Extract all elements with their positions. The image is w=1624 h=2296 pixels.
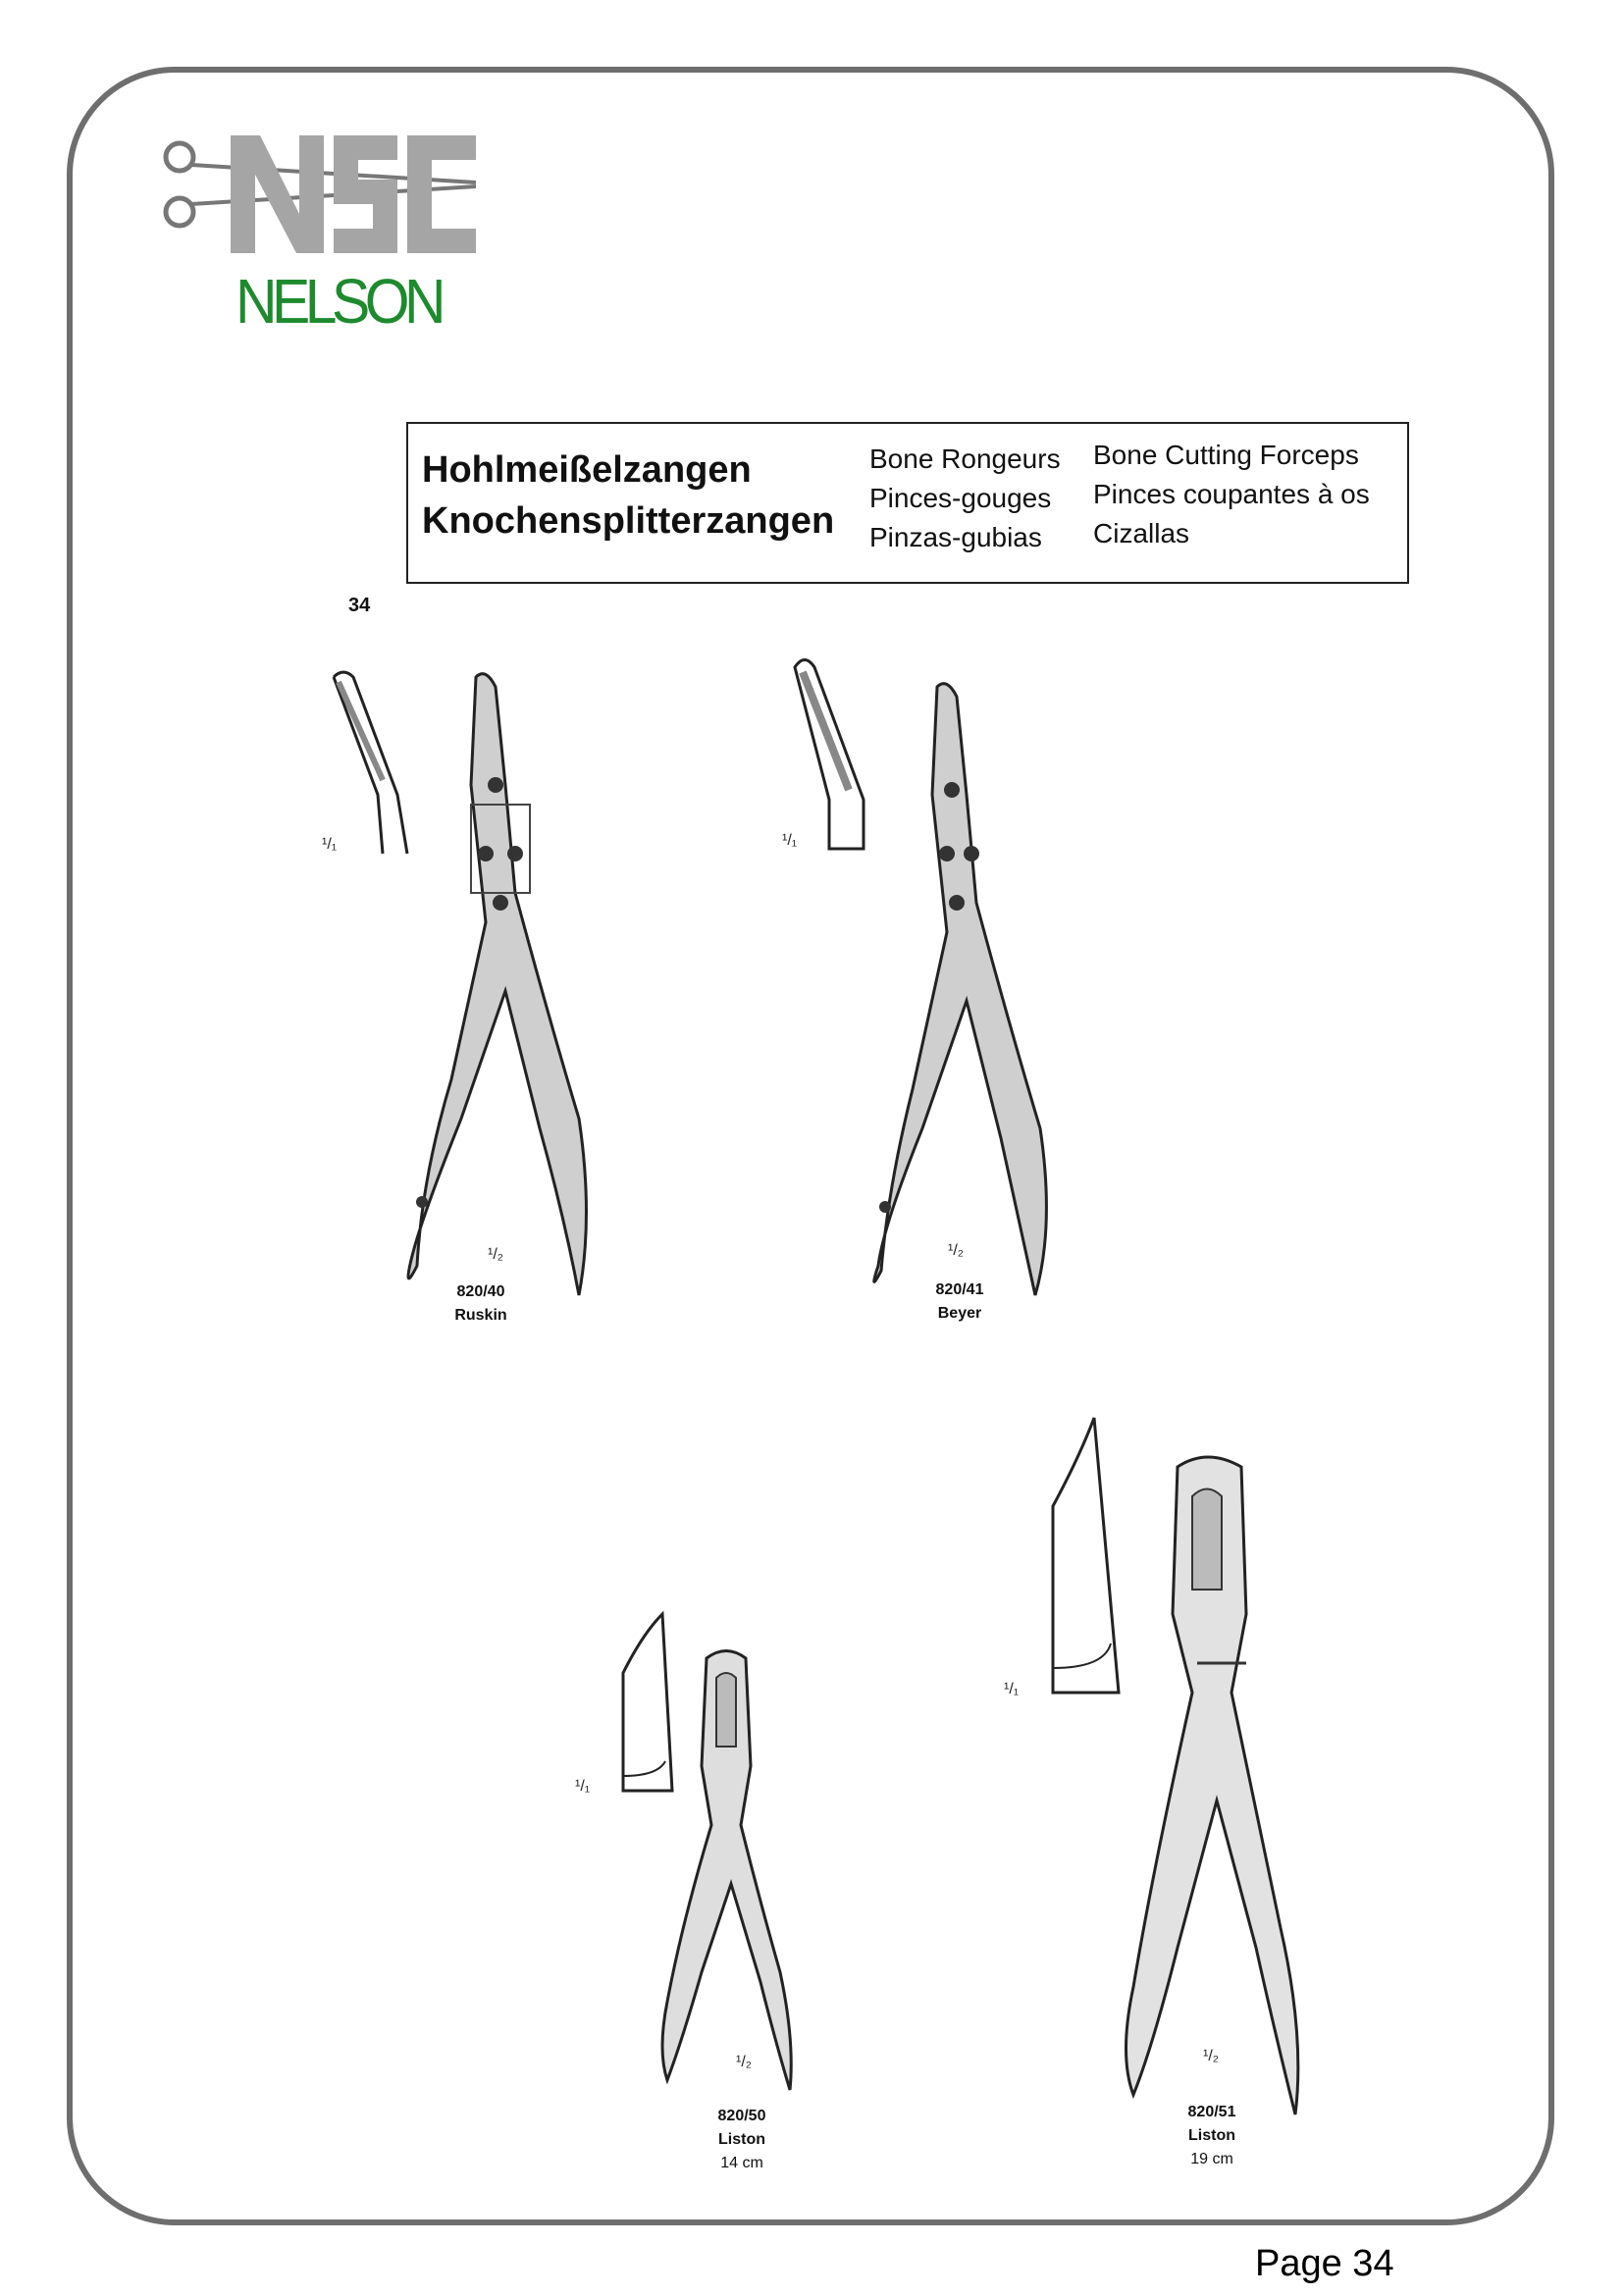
- instrument-caption: [432, 1280, 530, 1328]
- tip-scale-label: ¹/₁: [322, 836, 338, 853]
- body-scale-label: ¹/₂: [1203, 2048, 1219, 2064]
- title-col2-2: Pinces coupantes à os: [1093, 479, 1370, 509]
- body-scale-label: ¹/₂: [488, 1246, 503, 1263]
- body-scale-label: ¹/₂: [736, 2054, 752, 2070]
- instrument-name: Beyer: [937, 1305, 982, 1322]
- instrument-caption: [693, 2105, 791, 2175]
- instrument-name: Liston: [1188, 2127, 1235, 2144]
- instrument-code: 820/50: [717, 2108, 766, 2124]
- title-german-1: Hohlmeißelzangen: [422, 449, 752, 491]
- title-col1-3: Pinzas-gubias: [869, 522, 1042, 552]
- tip-scale-label: ¹/₁: [575, 1778, 591, 1795]
- rongeur-beyer-icon: [854, 677, 1070, 1305]
- instrument-caption: [911, 1278, 1009, 1326]
- section-title-box: [406, 422, 1409, 584]
- page-label: Page 34: [1255, 2243, 1394, 2284]
- title-col2-3: Cizallas: [1093, 518, 1190, 548]
- tip-scale-label: ¹/₁: [1004, 1681, 1020, 1697]
- title-col1-2: Pinces-gouges: [869, 483, 1052, 513]
- instrument-code: 820/51: [1187, 2104, 1236, 2120]
- instrument-code: 820/40: [456, 1283, 505, 1300]
- catalog-page-number: 34: [348, 595, 371, 616]
- instrument-name: Liston: [718, 2131, 765, 2148]
- rongeur-ruskin-icon: [393, 667, 608, 1305]
- nelson-wordmark: NELSON: [236, 266, 442, 337]
- bone-cutting-forceps-14cm-icon: [643, 1648, 819, 2100]
- bone-cutting-forceps-19cm-icon: [1099, 1457, 1325, 2124]
- tip-scale-label: ¹/₁: [782, 832, 798, 849]
- instrument-size: 14 cm: [720, 2155, 763, 2171]
- title-col2-1: Bone Cutting Forceps: [1093, 440, 1359, 470]
- instrument-name: Ruskin: [454, 1307, 507, 1324]
- instrument-size: 19 cm: [1190, 2151, 1233, 2167]
- body-scale-label: ¹/₂: [948, 1242, 964, 1259]
- instrument-code: 820/41: [935, 1281, 984, 1298]
- title-german-2: Knochensplitterzangen: [422, 500, 835, 542]
- instrument-caption: [1163, 2101, 1261, 2171]
- title-col1-1: Bone Rongeurs: [869, 444, 1061, 474]
